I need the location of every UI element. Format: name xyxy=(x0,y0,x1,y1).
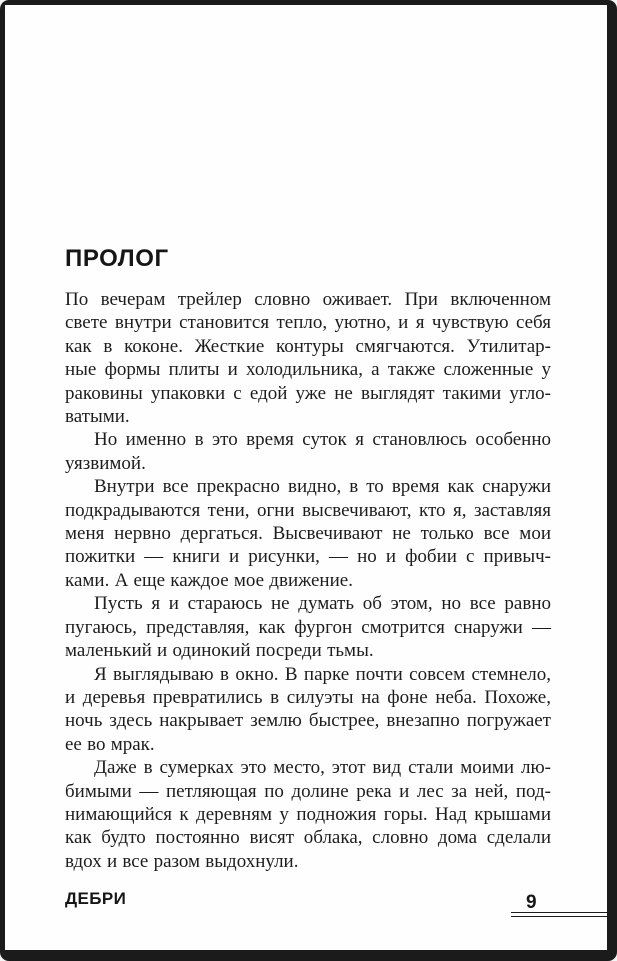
text-line: уязвимой. xyxy=(65,452,146,474)
page-number-block xyxy=(511,894,607,917)
body-text xyxy=(65,288,551,873)
running-title: ДЕБРИ xyxy=(65,889,127,908)
book-page xyxy=(5,5,607,950)
text-line: Но именно в это время суток я становлюсь особенно xyxy=(94,429,551,451)
text-line: меня нервно дергаться. Высвечивают не только все мои xyxy=(65,523,551,545)
text-line: и деревья превратились в силуэты на фоне неба. Похоже, xyxy=(65,686,551,708)
text-line: бимыми — петляющая по долине река и лес за ней, под- xyxy=(65,780,551,802)
text-line: По вечерам трейлер словно оживает. При включенном xyxy=(65,289,551,310)
text-line: ные формы плиты и холодильника, а также сложенные у xyxy=(65,359,551,381)
text-line: раковины упаковки с едой уже не выглядят такими угло- xyxy=(65,382,551,404)
text-line: как в коконе. Жесткие контуры смягчаются. Утилитар- xyxy=(65,335,551,357)
text-line: ватыми. xyxy=(65,406,130,428)
text-line: пожитки — книги и рисунки, — но и фобии с привыч- xyxy=(65,546,551,568)
text-line: нимающийся к деревням у подножия горы. Над крышами xyxy=(65,803,551,825)
text-line: пугаюсь, представляя, как фургон смотрится снаружи — xyxy=(65,616,551,638)
text-line: Даже в сумерках это место, этот вид стали моими лю- xyxy=(94,757,551,779)
text-line: подкрадываются тени, огни высвечивают, кто я, заставляя xyxy=(65,499,551,521)
page-number: 9 xyxy=(526,892,537,913)
text-line: ночь здесь накрывает землю быстрее, внезапно погружает xyxy=(65,710,551,732)
text-line: свете внутри становится тепло, уютно, и я чувствую себя xyxy=(65,312,551,334)
text-line: как будто постоянно висят облака, словно дома сделали xyxy=(65,827,551,849)
chapter-heading: ПРОЛОГ xyxy=(65,245,169,272)
text-line: Внутри все прекрасно видно, в то время как снаружи xyxy=(94,476,551,498)
text-line: ее во мрак. xyxy=(65,733,155,755)
text-line: вдох и все разом выдохнули. xyxy=(65,850,299,872)
text-line: Я выглядываю в окно. В парке почти совсем стемнело, xyxy=(94,663,551,685)
text-line: ками. А еще каждое мое движение. xyxy=(65,569,353,591)
text-line: маленький и одинокий посреди тьмы. xyxy=(65,640,374,662)
text-line: Пусть я и стараюсь не думать об этом, но все равно xyxy=(94,593,551,615)
